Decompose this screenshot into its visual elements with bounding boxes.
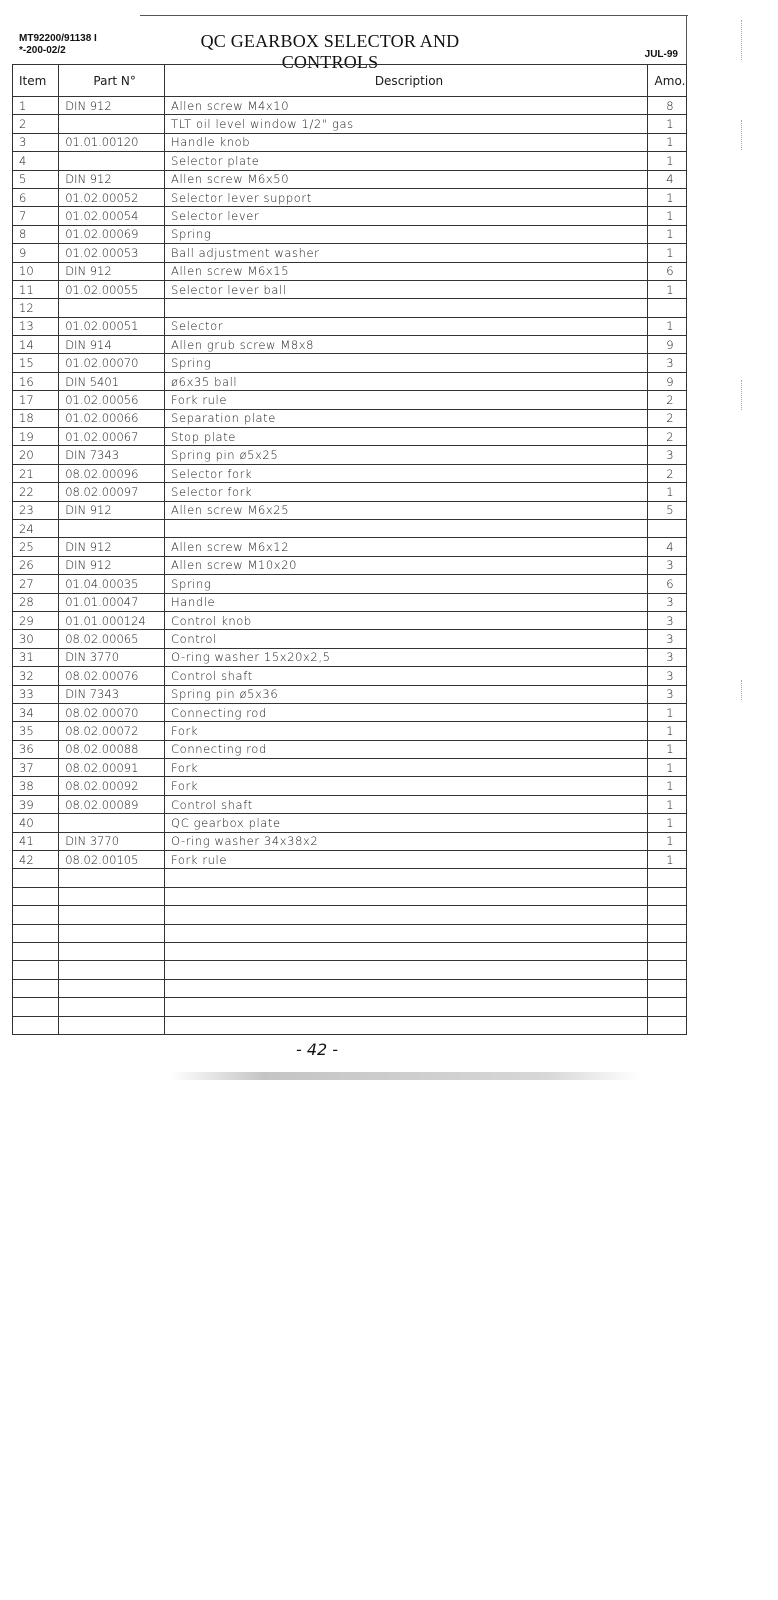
cell-item: 9 (13, 244, 59, 262)
cell-desc: Fork (165, 777, 648, 795)
cell-amo: 9 (647, 336, 686, 354)
table-row (13, 556, 687, 574)
cell-item: 27 (13, 575, 59, 593)
cell-amo: 3 (647, 556, 686, 574)
cell-part: 08.02.00097 (59, 483, 165, 501)
cell-desc: Connecting rod (165, 740, 648, 758)
empty-cell (59, 924, 165, 942)
cell-amo: 1 (647, 280, 686, 298)
cell-desc: QC gearbox plate (165, 814, 648, 832)
cell-item: 23 (13, 501, 59, 519)
cell-amo: 8 (647, 97, 686, 115)
cell-part (59, 152, 165, 170)
cell-item: 42 (13, 851, 59, 869)
table-row (13, 244, 687, 262)
page-number: - 42 - (296, 1040, 339, 1059)
cell-amo: 1 (647, 759, 686, 777)
document-date: JUL-99 (644, 49, 678, 60)
table-row (13, 336, 687, 354)
empty-cell (647, 906, 686, 924)
table-row (13, 280, 687, 298)
empty-cell (13, 1016, 59, 1034)
cell-item: 8 (13, 225, 59, 243)
cell-amo: 2 (647, 464, 686, 482)
cell-desc: Separation plate (165, 409, 648, 427)
page-title: QC GEARBOX SELECTOR AND CONTROLS (200, 31, 460, 72)
table-row (13, 777, 687, 795)
cell-item: 33 (13, 685, 59, 703)
cell-item: 39 (13, 795, 59, 813)
empty-cell (59, 942, 165, 960)
cell-item: 15 (13, 354, 59, 372)
cell-part: 08.02.00096 (59, 464, 165, 482)
table-row (13, 207, 687, 225)
cell-item: 25 (13, 538, 59, 556)
parts-table-header (13, 65, 687, 97)
cell-part: 01.02.00070 (59, 354, 165, 372)
cell-desc: Selector lever ball (165, 280, 648, 298)
table-row (13, 501, 687, 519)
scan-margin-mark (741, 20, 742, 60)
cell-part: 01.02.00069 (59, 225, 165, 243)
cell-amo: 2 (647, 428, 686, 446)
table-row (13, 814, 687, 832)
empty-cell (165, 961, 648, 979)
cell-part: DIN 912 (59, 97, 165, 115)
column-header-item: Item (13, 65, 59, 97)
cell-desc: Allen screw M6x50 (165, 170, 648, 188)
cell-desc: Allen grub screw M8x8 (165, 336, 648, 354)
empty-cell (13, 942, 59, 960)
cell-desc: O-ring washer 15x20x2,5 (165, 648, 648, 666)
empty-cell (165, 979, 648, 997)
table-row (13, 446, 687, 464)
cell-desc: Fork (165, 722, 648, 740)
table-row (13, 667, 687, 685)
header-right-rule (686, 15, 687, 65)
cell-amo: 1 (647, 188, 686, 206)
cell-item: 6 (13, 188, 59, 206)
cell-desc: Allen screw M4x10 (165, 97, 648, 115)
cell-item: 35 (13, 722, 59, 740)
cell-amo: 5 (647, 501, 686, 519)
empty-table-row (13, 887, 687, 905)
cell-amo: 1 (647, 832, 686, 850)
cell-desc: Spring (165, 354, 648, 372)
table-row (13, 317, 687, 335)
cell-amo (647, 519, 686, 537)
cell-desc: Selector lever support (165, 188, 648, 206)
document-code: MT92200/91138 I (19, 33, 97, 44)
cell-amo: 1 (647, 703, 686, 721)
cell-amo (647, 299, 686, 317)
cell-part (59, 299, 165, 317)
cell-part: DIN 7343 (59, 685, 165, 703)
empty-cell (13, 961, 59, 979)
cell-amo: 3 (647, 685, 686, 703)
cell-desc: Selector plate (165, 152, 648, 170)
cell-part: 08.02.00088 (59, 740, 165, 758)
empty-table-row (13, 979, 687, 997)
table-row (13, 188, 687, 206)
empty-cell (13, 924, 59, 942)
empty-cell (13, 979, 59, 997)
table-row (13, 170, 687, 188)
table-row (13, 133, 687, 151)
cell-part: DIN 7343 (59, 446, 165, 464)
empty-cell (165, 1016, 648, 1034)
cell-part: 01.01.000124 (59, 611, 165, 629)
cell-amo: 1 (647, 483, 686, 501)
cell-item: 34 (13, 703, 59, 721)
parts-table-body (13, 97, 687, 1035)
table-row (13, 593, 687, 611)
cell-item: 24 (13, 519, 59, 537)
parts-table (12, 64, 687, 1035)
cell-item: 12 (13, 299, 59, 317)
table-row (13, 354, 687, 372)
table-row (13, 851, 687, 869)
cell-item: 7 (13, 207, 59, 225)
cell-desc: Connecting rod (165, 703, 648, 721)
cell-part: 08.02.00070 (59, 703, 165, 721)
column-header-description: Description (165, 65, 648, 97)
cell-amo: 3 (647, 593, 686, 611)
cell-part: 01.02.00067 (59, 428, 165, 446)
table-row (13, 115, 687, 133)
empty-cell (165, 906, 648, 924)
cell-item: 37 (13, 759, 59, 777)
scan-margin-mark (741, 380, 742, 410)
table-row (13, 703, 687, 721)
table-row (13, 759, 687, 777)
empty-cell (59, 979, 165, 997)
cell-item: 5 (13, 170, 59, 188)
header-top-rule (140, 15, 688, 16)
cell-item: 19 (13, 428, 59, 446)
empty-cell (59, 869, 165, 887)
table-row (13, 795, 687, 813)
cell-part: 08.02.00092 (59, 777, 165, 795)
table-row (13, 372, 687, 390)
empty-cell (165, 998, 648, 1016)
scan-margin-mark (741, 680, 742, 700)
cell-desc: Allen screw M6x25 (165, 501, 648, 519)
cell-part (59, 115, 165, 133)
cell-part: 08.02.00089 (59, 795, 165, 813)
cell-part: 01.01.00047 (59, 593, 165, 611)
cell-amo: 3 (647, 667, 686, 685)
cell-amo: 1 (647, 814, 686, 832)
cell-desc: Fork (165, 759, 648, 777)
empty-cell (647, 887, 686, 905)
empty-cell (13, 906, 59, 924)
cell-desc: Allen screw M10x20 (165, 556, 648, 574)
cell-desc: Handle (165, 593, 648, 611)
cell-part: 01.02.00053 (59, 244, 165, 262)
cell-item: 14 (13, 336, 59, 354)
empty-cell (647, 961, 686, 979)
cell-desc: Spring (165, 225, 648, 243)
cell-desc: Control shaft (165, 667, 648, 685)
empty-cell (647, 924, 686, 942)
empty-cell (13, 887, 59, 905)
cell-amo: 1 (647, 795, 686, 813)
cell-amo: 1 (647, 152, 686, 170)
cell-desc: Control (165, 630, 648, 648)
empty-cell (165, 869, 648, 887)
scan-artifact-bar (170, 1072, 640, 1080)
cell-item: 32 (13, 667, 59, 685)
empty-table-row (13, 961, 687, 979)
cell-desc: Allen screw M6x15 (165, 262, 648, 280)
cell-part: DIN 3770 (59, 832, 165, 850)
empty-table-row (13, 906, 687, 924)
cell-desc: Stop plate (165, 428, 648, 446)
cell-part: 08.02.00091 (59, 759, 165, 777)
cell-part: DIN 914 (59, 336, 165, 354)
cell-desc: ø6x35 ball (165, 372, 648, 390)
empty-cell (59, 906, 165, 924)
empty-table-row (13, 869, 687, 887)
cell-amo: 3 (647, 354, 686, 372)
table-row (13, 630, 687, 648)
cell-amo: 3 (647, 446, 686, 464)
cell-amo: 1 (647, 133, 686, 151)
column-header-part: Part N° (59, 65, 165, 97)
cell-desc: Selector fork (165, 464, 648, 482)
cell-part: 01.02.00054 (59, 207, 165, 225)
cell-item: 11 (13, 280, 59, 298)
empty-cell (647, 1016, 686, 1034)
table-row (13, 722, 687, 740)
cell-desc: Control shaft (165, 795, 648, 813)
cell-part: 01.02.00056 (59, 391, 165, 409)
cell-item: 31 (13, 648, 59, 666)
table-row (13, 648, 687, 666)
empty-cell (165, 924, 648, 942)
table-row (13, 483, 687, 501)
cell-amo: 1 (647, 225, 686, 243)
cell-part: DIN 912 (59, 556, 165, 574)
cell-desc: TLT oil level window 1/2" gas (165, 115, 648, 133)
cell-amo: 1 (647, 115, 686, 133)
cell-amo: 6 (647, 262, 686, 280)
cell-item: 4 (13, 152, 59, 170)
cell-amo: 1 (647, 207, 686, 225)
cell-part: 01.02.00052 (59, 188, 165, 206)
cell-part (59, 519, 165, 537)
empty-table-row (13, 998, 687, 1016)
empty-cell (59, 1016, 165, 1034)
cell-item: 36 (13, 740, 59, 758)
cell-desc: O-ring washer 34x38x2 (165, 832, 648, 850)
table-row (13, 391, 687, 409)
table-row (13, 740, 687, 758)
cell-item: 40 (13, 814, 59, 832)
cell-item: 21 (13, 464, 59, 482)
cell-desc: Spring (165, 575, 648, 593)
table-row (13, 428, 687, 446)
cell-part: DIN 912 (59, 501, 165, 519)
empty-cell (59, 998, 165, 1016)
cell-amo: 1 (647, 740, 686, 758)
scan-margin-mark (741, 120, 742, 150)
cell-desc: Fork rule (165, 851, 648, 869)
empty-table-row (13, 942, 687, 960)
cell-item: 30 (13, 630, 59, 648)
column-header-amount: Amo. (647, 65, 686, 97)
cell-desc (165, 299, 648, 317)
table-row (13, 152, 687, 170)
empty-cell (165, 887, 648, 905)
cell-amo: 6 (647, 575, 686, 593)
cell-desc: Spring pin ø5x25 (165, 446, 648, 464)
table-row (13, 575, 687, 593)
empty-cell (647, 942, 686, 960)
table-row (13, 832, 687, 850)
empty-cell (647, 979, 686, 997)
cell-item: 13 (13, 317, 59, 335)
cell-part: 01.02.00066 (59, 409, 165, 427)
cell-part: 01.04.00035 (59, 575, 165, 593)
empty-cell (647, 998, 686, 1016)
cell-desc (165, 519, 648, 537)
table-row (13, 611, 687, 629)
empty-table-row (13, 1016, 687, 1034)
cell-amo: 1 (647, 244, 686, 262)
cell-amo: 4 (647, 538, 686, 556)
cell-part: 08.02.00072 (59, 722, 165, 740)
cell-amo: 2 (647, 409, 686, 427)
empty-cell (647, 869, 686, 887)
cell-item: 2 (13, 115, 59, 133)
cell-part: 08.02.00076 (59, 667, 165, 685)
cell-amo: 1 (647, 777, 686, 795)
cell-part: 01.02.00055 (59, 280, 165, 298)
cell-amo: 2 (647, 391, 686, 409)
cell-part: DIN 3770 (59, 648, 165, 666)
cell-item: 26 (13, 556, 59, 574)
cell-part: 08.02.00065 (59, 630, 165, 648)
cell-amo: 3 (647, 630, 686, 648)
table-row (13, 685, 687, 703)
cell-amo: 3 (647, 648, 686, 666)
cell-part: DIN 912 (59, 538, 165, 556)
cell-amo: 1 (647, 317, 686, 335)
document-subcode: *-200-02/2 (19, 45, 66, 56)
cell-item: 20 (13, 446, 59, 464)
cell-desc: Spring pin ø5x36 (165, 685, 648, 703)
cell-part: 08.02.00105 (59, 851, 165, 869)
cell-item: 18 (13, 409, 59, 427)
table-row (13, 464, 687, 482)
cell-part: DIN 5401 (59, 372, 165, 390)
cell-amo: 4 (647, 170, 686, 188)
cell-item: 16 (13, 372, 59, 390)
table-row (13, 97, 687, 115)
cell-part: DIN 912 (59, 262, 165, 280)
empty-cell (13, 998, 59, 1016)
empty-table-row (13, 924, 687, 942)
cell-desc: Selector lever (165, 207, 648, 225)
cell-item: 29 (13, 611, 59, 629)
cell-item: 3 (13, 133, 59, 151)
table-row (13, 299, 687, 317)
cell-amo: 3 (647, 611, 686, 629)
cell-part (59, 814, 165, 832)
table-row (13, 519, 687, 537)
cell-item: 28 (13, 593, 59, 611)
cell-item: 22 (13, 483, 59, 501)
cell-desc: Fork rule (165, 391, 648, 409)
empty-cell (59, 887, 165, 905)
table-row (13, 225, 687, 243)
cell-amo: 1 (647, 722, 686, 740)
table-row (13, 409, 687, 427)
cell-desc: Control knob (165, 611, 648, 629)
cell-item: 17 (13, 391, 59, 409)
cell-desc: Selector fork (165, 483, 648, 501)
cell-item: 38 (13, 777, 59, 795)
cell-desc: Allen screw M6x12 (165, 538, 648, 556)
table-row (13, 262, 687, 280)
empty-cell (59, 961, 165, 979)
cell-item: 10 (13, 262, 59, 280)
table-row (13, 538, 687, 556)
cell-desc: Selector (165, 317, 648, 335)
empty-cell (165, 942, 648, 960)
cell-part: 01.02.00051 (59, 317, 165, 335)
cell-amo: 1 (647, 851, 686, 869)
cell-item: 41 (13, 832, 59, 850)
cell-amo: 9 (647, 372, 686, 390)
cell-part: 01.01.00120 (59, 133, 165, 151)
cell-part: DIN 912 (59, 170, 165, 188)
document-code-block (19, 33, 97, 57)
cell-desc: Ball adjustment washer (165, 244, 648, 262)
cell-item: 1 (13, 97, 59, 115)
cell-desc: Handle knob (165, 133, 648, 151)
empty-cell (13, 869, 59, 887)
